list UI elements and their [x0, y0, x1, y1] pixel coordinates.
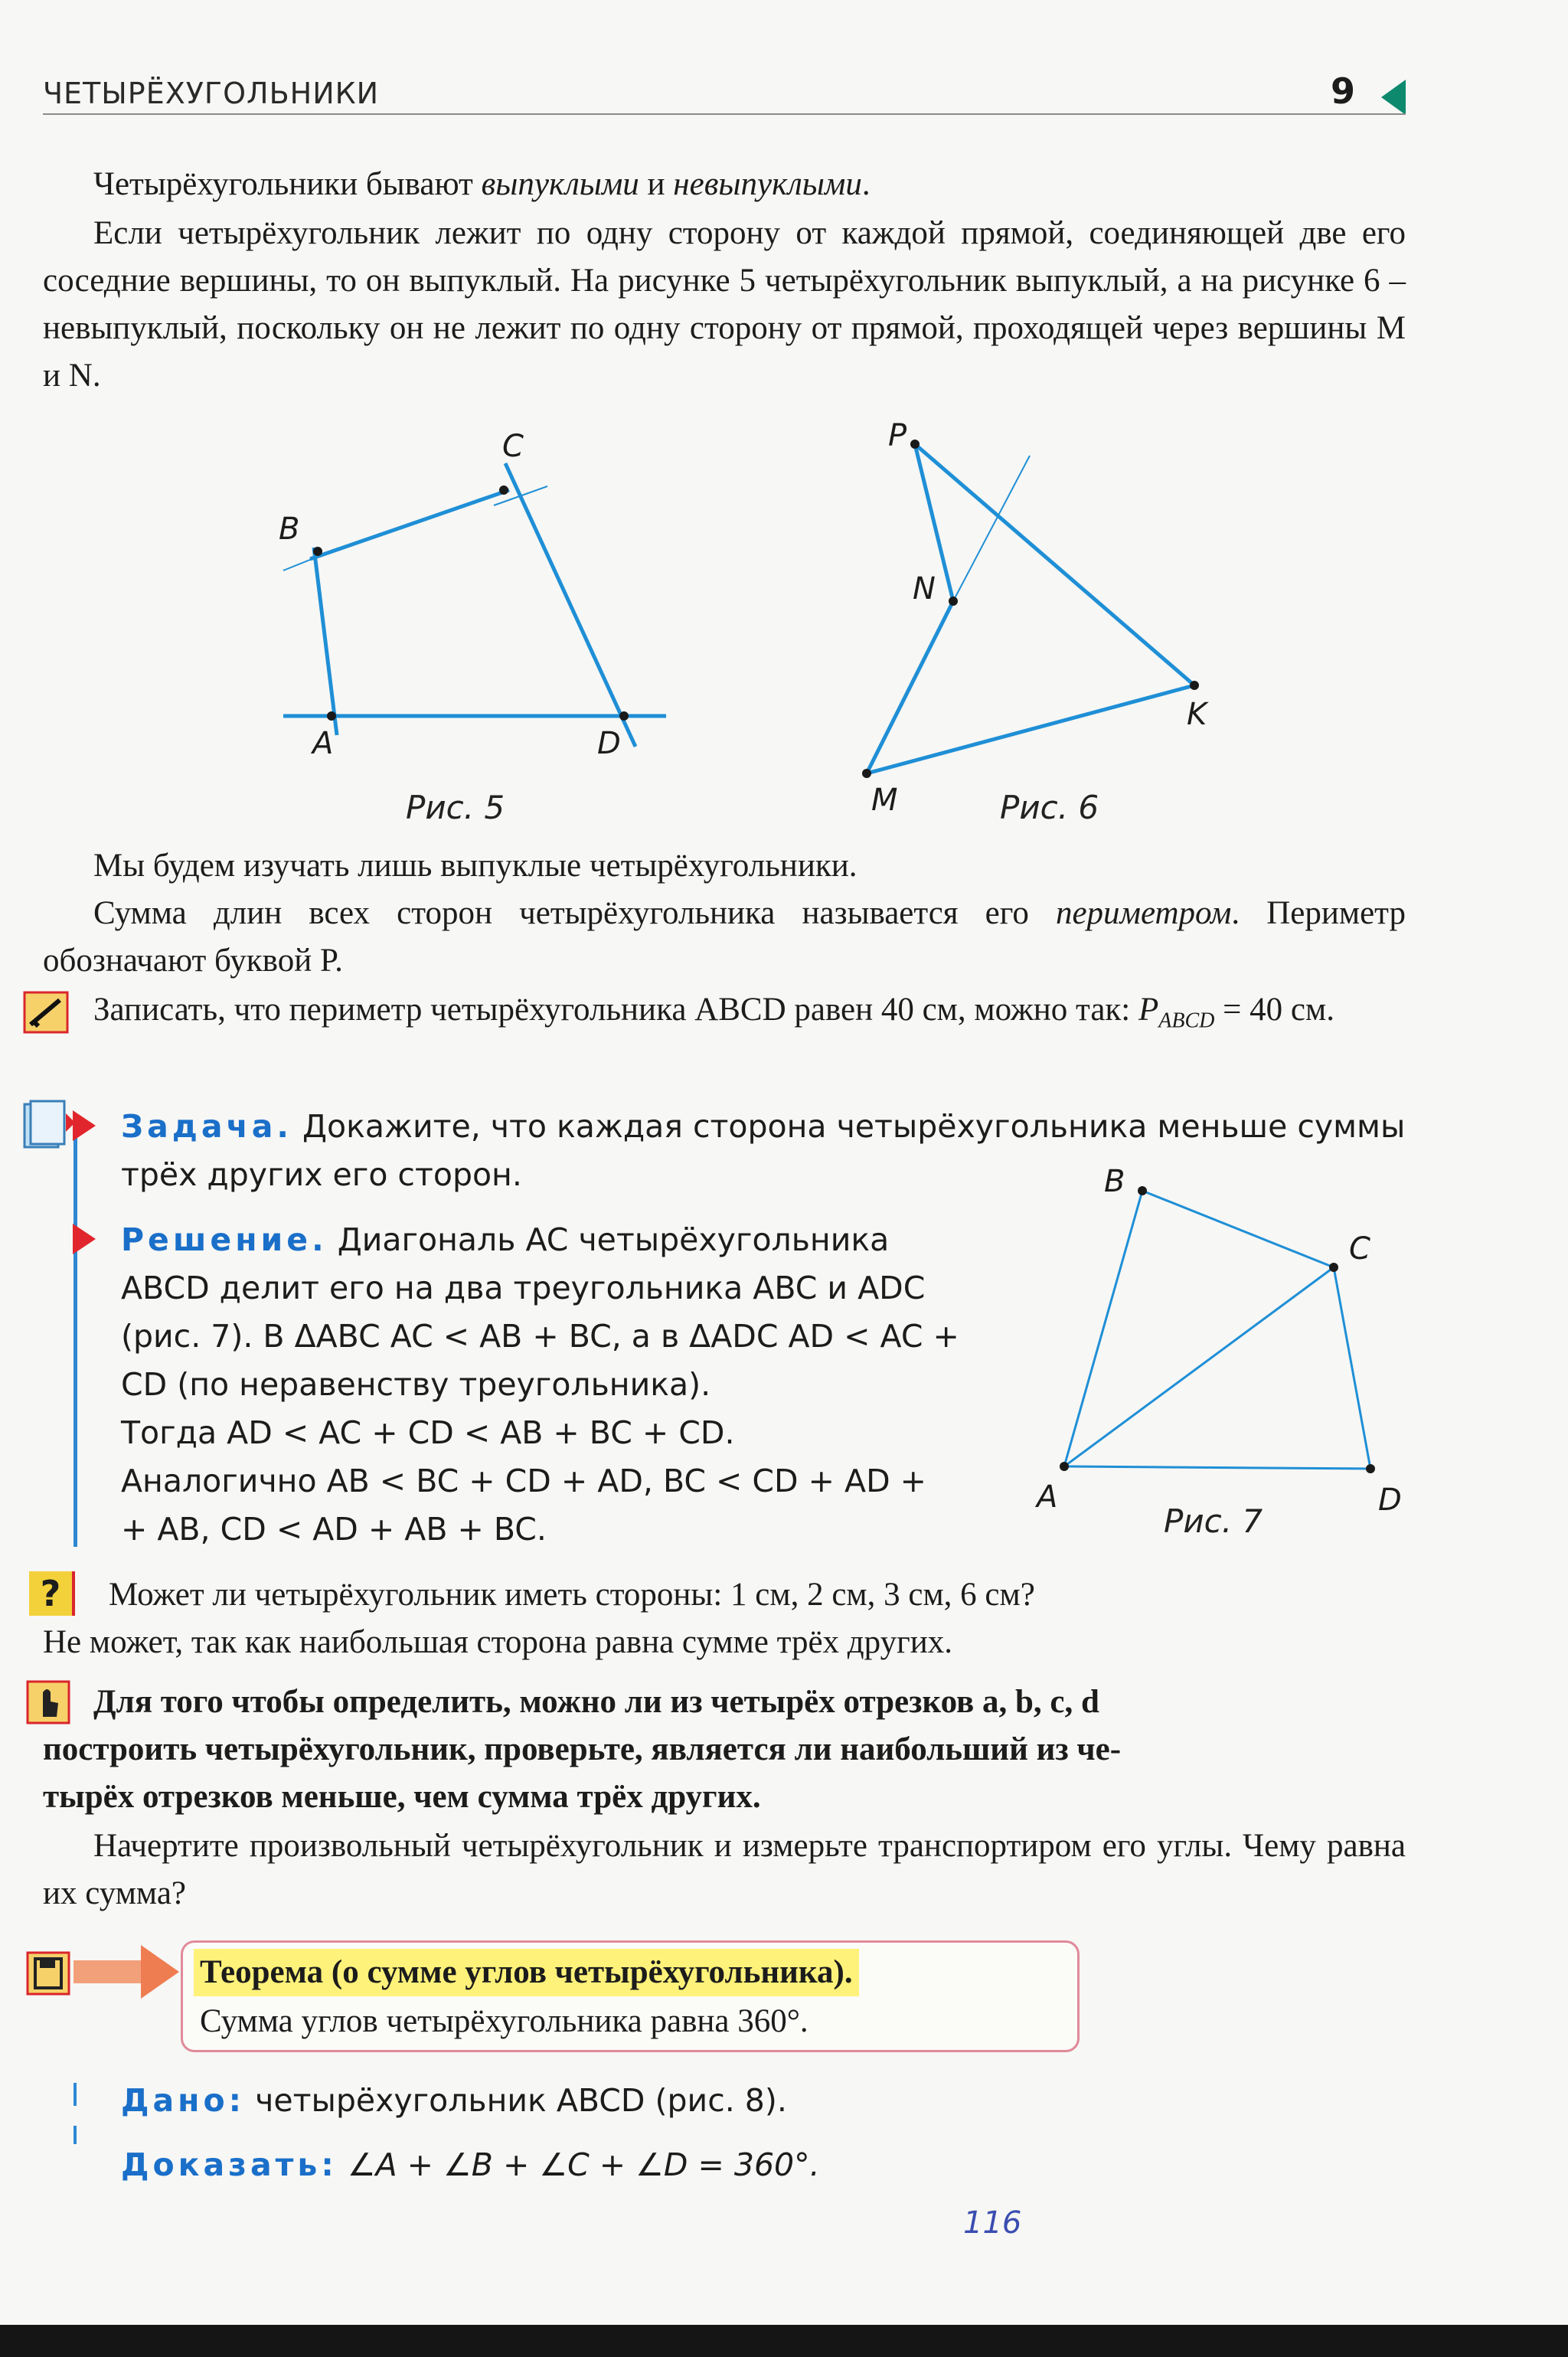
fig5-label-c: C	[502, 429, 524, 464]
fig6-line-mn-extension	[953, 456, 1030, 601]
prove-line	[121, 2141, 1346, 2189]
fig5-point-c	[499, 485, 508, 495]
fig6-label-p: P	[888, 418, 907, 453]
prove-side-marks	[74, 2126, 77, 2144]
para1-end: .	[861, 166, 871, 202]
fig6-caption: Рис. 6	[1000, 789, 1099, 826]
fig7-caption: Рис. 7	[1164, 1502, 1263, 1540]
theorem-box	[181, 1940, 1080, 2052]
theorem-statement: Сумма углов четырёхугольника равна 360°.	[200, 2003, 808, 2039]
scan-bottom-edge	[0, 2325, 1568, 2357]
question-block	[43, 1571, 1406, 1666]
task-arrow-icon	[73, 1110, 96, 1141]
solution-line-2: ABCD делит его на два треугольника ABC и ADC	[121, 1270, 926, 1306]
prove-text: ∠A + ∠B + ∠C + ∠D = 360°.	[347, 2146, 820, 2183]
fig7-label-d: D	[1378, 1483, 1402, 1518]
figure-6-nonconvex-quadrilateral	[827, 421, 1225, 819]
note1-sub: ABCD	[1158, 1009, 1215, 1033]
fig7-diagonal-ac	[1064, 1267, 1334, 1466]
solution-line-4: CD (по неравенству треугольника).	[121, 1366, 711, 1403]
fig6-label-k: K	[1187, 697, 1207, 732]
fig5-point-b	[313, 547, 322, 556]
term-perimeter: периметром	[1055, 895, 1232, 931]
fig6-label-m: M	[871, 783, 898, 818]
task-keyword: Задача.	[121, 1108, 292, 1145]
solution-line-7: + AB, CD < AD + AB + BC.	[121, 1511, 547, 1548]
rule-line-1: Для того чтобы определить, можно ли из четырёх отрезков a, b, c, d	[93, 1684, 1099, 1720]
exercise-paragraph: Начертите произвольный четырёхугольник и измерьте транспортиром его углы. Чему равна их сумма?	[43, 1828, 1406, 1911]
solution-line-6: Аналогично AB < BC + CD + AD, BC < CD + AD +	[121, 1463, 927, 1499]
fig5-line-bc	[310, 490, 509, 559]
fig5-label-a: A	[312, 726, 334, 761]
theorem-arrow-icon	[74, 1945, 181, 1999]
handwritten-mark: 116	[963, 2205, 1022, 2241]
note1-value: = 40 см.	[1214, 992, 1334, 1028]
note1-text: Записать, что периметр четырёхугольника ABCD равен 40 см, можно так:	[93, 992, 1138, 1028]
question-line-2: Не может, так как наибольшая сторона равна сумме трёх других.	[43, 1624, 953, 1660]
fig5-label-d: D	[597, 726, 621, 761]
note-perimeter-notation	[43, 986, 1406, 1045]
page-marker-triangle-icon	[1381, 80, 1407, 116]
task-vertical-bar	[74, 1118, 77, 1547]
fig6-side-km	[867, 685, 1194, 773]
prove-keyword: Доказать:	[121, 2146, 338, 2183]
fig7-label-c: C	[1349, 1231, 1370, 1267]
task-book-icon	[21, 1100, 75, 1153]
note1-formula: P	[1138, 992, 1159, 1028]
rule-line-2: построить четырёхугольник, проверьте, является ли наибольший из че-	[43, 1731, 1122, 1767]
term-nonconvex: невыпуклыми	[673, 166, 862, 202]
solution-line-3: (рис. 7). В ΔABC AC < AB + BC, а в ΔADC AD < AC +	[121, 1318, 959, 1355]
fig7-label-a: A	[1037, 1479, 1058, 1515]
para4-text: Сумма длин всех сторон четырёхугольника называется его	[93, 895, 1056, 931]
fig5-label-b: B	[279, 512, 300, 547]
paragraph-study-convex: Мы будем изучать лишь выпуклые четырёхугольники.	[93, 848, 858, 884]
given-keyword: Дано:	[121, 2082, 246, 2119]
given-line	[121, 2077, 1346, 2125]
theorem-title: Теорема (о сумме углов четырёхугольника).	[194, 1949, 859, 1996]
given-side-marks	[74, 2083, 77, 2106]
fig7-label-b: B	[1104, 1164, 1125, 1199]
para1-lead: Четырёхугольники бывают	[93, 166, 482, 202]
fig5-side-cd	[505, 463, 635, 747]
para1-and: и	[639, 166, 674, 202]
fig6-label-n: N	[913, 571, 936, 606]
fig6-side-mn	[867, 601, 953, 773]
para4-rest: . Периметр обозначают буквой P.	[43, 895, 1406, 979]
fig5-caption: Рис. 5	[406, 789, 505, 826]
question-icon: ?	[29, 1571, 75, 1616]
term-convex: выпуклыми	[481, 166, 639, 202]
paragraph-convex	[43, 161, 1406, 208]
paragraph-definition: Если четырёхугольник лежит по одну сторону от каждой прямой, соединяющей две его соседние вершины, то он выпуклый. На рисунке 5 четырёхугольник выпуклый, а на рисунке 6 – невыпуклый, поскольку он не лежит по одну сторону от прямой, проходящей через вершины M и N.	[43, 215, 1406, 394]
page-number: 9	[1331, 70, 1356, 112]
rule-block	[43, 1679, 1406, 1821]
solution-line-1: Диагональ AC четырёхугольника	[337, 1221, 890, 1258]
floppy-save-icon	[26, 1951, 70, 1996]
question-line-1: Может ли четырёхугольник иметь стороны: 1 см, 2 см, 3 см, 6 см?	[109, 1577, 1035, 1613]
solution-keyword: Решение.	[121, 1221, 328, 1258]
fig5-side-ab	[314, 548, 337, 735]
rule-line-3: тырёх отрезков меньше, чем сумма трёх других.	[43, 1779, 761, 1815]
header-rule	[43, 113, 1406, 115]
solution-arrow-icon	[73, 1224, 96, 1254]
paragraph-perimeter	[43, 890, 1406, 985]
solution-line-5: Тогда AD < AC + CD < AB + BC + CD.	[121, 1414, 735, 1451]
fig5-point-d	[619, 711, 629, 721]
task-text: Докажите, что каждая сторона четырёхугольника меньше суммы трёх других его сторон.	[121, 1108, 1406, 1193]
running-header: ЧЕТЫРЁХУГОЛЬНИКИ	[43, 77, 380, 110]
fig5-point-a	[327, 711, 336, 721]
solution-block	[121, 1216, 1024, 1554]
fig6-side-pk	[915, 444, 1194, 685]
given-text: четырёхугольник ABCD (рис. 8).	[255, 2082, 787, 2119]
figure-7-quadrilateral-diagonal	[1041, 1172, 1378, 1501]
